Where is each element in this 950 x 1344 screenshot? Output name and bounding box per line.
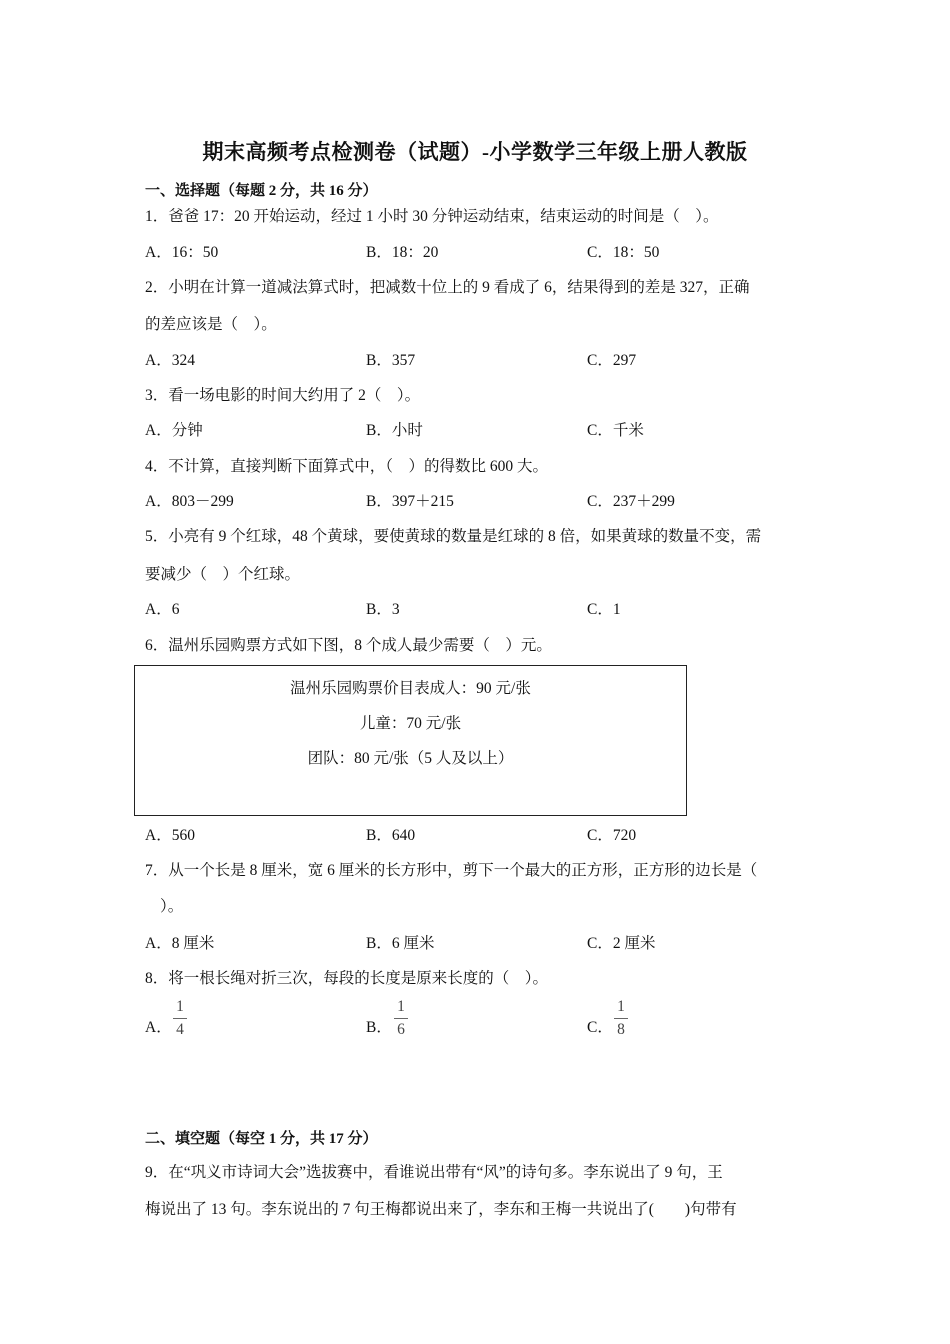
q7-option-c: C．2 厘米 xyxy=(587,935,656,952)
question-2-line-1: 2．小明在计算一道减法算式时，把减数十位上的 9 看成了 6，结果得到的差是 327，正确 xyxy=(145,279,750,296)
question-7-line-1: 7．从一个长是 8 厘米，宽 6 厘米的长方形中，剪下一个最大的正方形，正方形的边长是（ xyxy=(145,862,758,879)
q4-option-b: B．397＋215 xyxy=(366,493,454,510)
q1-option-c: C．18：50 xyxy=(587,244,660,261)
q5-option-c: C．1 xyxy=(587,601,621,618)
question-6: 6．温州乐园购票方式如下图，8 个成人最少需要（ ）元。 xyxy=(145,637,552,654)
fraction-numerator: 1 xyxy=(617,998,625,1015)
q5-option-b: B．3 xyxy=(366,601,400,618)
section-heading-choice: 一、选择题（每题 2 分，共 16 分） xyxy=(145,183,378,199)
q2-option-a: A．324 xyxy=(145,352,195,369)
question-9-line-1: 9．在“巩义市诗词大会”选拔赛中，看谁说出带有“风”的诗句多。李东说出了 9 句，王 xyxy=(145,1164,723,1181)
fraction-denominator: 6 xyxy=(397,1021,405,1038)
q3-option-a: A．分钟 xyxy=(145,422,203,439)
fraction-bar xyxy=(394,1018,408,1019)
fraction-denominator: 8 xyxy=(617,1021,625,1038)
question-4: 4．不计算，直接判断下面算式中，（ ）的得数比 600 大。 xyxy=(145,458,549,475)
q4-option-a: A．803－299 xyxy=(145,493,234,510)
question-3: 3．看一场电影的时间大约用了 2（ ）。 xyxy=(145,387,421,404)
q8-option-b-fraction xyxy=(394,998,408,1039)
price-line-adult: 温州乐园购票价目表成人：90 元/张 xyxy=(290,680,531,697)
q6-option-a: A．560 xyxy=(145,827,195,844)
price-table-box xyxy=(134,665,687,816)
q1-option-b: B．18：20 xyxy=(366,244,439,261)
q4-option-c: C．237＋299 xyxy=(587,493,675,510)
q6-option-b: B．640 xyxy=(366,827,416,844)
q1-option-a: A．16：50 xyxy=(145,244,219,261)
q7-option-b: B．6 厘米 xyxy=(366,935,435,952)
question-5-line-1: 5．小亮有 9 个红球，48 个黄球，要使黄球的数量是红球的 8 倍，如果黄球的数量不变，需 xyxy=(145,528,762,545)
q6-option-c: C．720 xyxy=(587,827,637,844)
section-heading-fill: 二、填空题（每空 1 分，共 17 分） xyxy=(145,1131,378,1147)
fraction-numerator: 1 xyxy=(176,998,184,1015)
q8-option-c-fraction xyxy=(614,998,628,1039)
q8-option-a-fraction xyxy=(173,998,187,1039)
price-line-group: 团队：80 元/张（5 人及以上） xyxy=(307,750,514,767)
fraction-denominator: 4 xyxy=(176,1021,184,1038)
q3-option-b: B．小时 xyxy=(366,422,423,439)
q8-option-c-label: C． xyxy=(587,1019,613,1036)
question-9-line-2: 梅说出了 13 句。李东说出的 7 句王梅都说出来了，李东和王梅一共说出了( )句带有 xyxy=(145,1201,737,1218)
q2-option-b: B．357 xyxy=(366,352,416,369)
question-1: 1．爸爸 17：20 开始运动，经过 1 小时 30 分钟运动结束，结束运动的时间是（ ）。 xyxy=(145,208,719,225)
fraction-bar xyxy=(614,1018,628,1019)
question-5-line-2: 要减少（ ）个红球。 xyxy=(145,566,301,583)
q8-option-b-label: B． xyxy=(366,1019,392,1036)
question-7-line-2: ）。 xyxy=(160,898,184,915)
fraction-numerator: 1 xyxy=(397,998,405,1015)
q2-option-c: C．297 xyxy=(587,352,637,369)
page-title: 期末高频考点检测卷（试题）-小学数学三年级上册人教版 xyxy=(202,140,748,164)
q5-option-a: A．6 xyxy=(145,601,180,618)
q3-option-c: C．千米 xyxy=(587,422,644,439)
fraction-bar xyxy=(173,1018,187,1019)
q7-option-a: A．8 厘米 xyxy=(145,935,215,952)
question-2-line-2: 的差应该是（ ）。 xyxy=(145,316,277,333)
q8-option-a-label: A． xyxy=(145,1019,172,1036)
question-8: 8．将一根长绳对折三次，每段的长度是原来长度的（ ）。 xyxy=(145,970,549,987)
price-line-child: 儿童：70 元/张 xyxy=(359,715,462,732)
